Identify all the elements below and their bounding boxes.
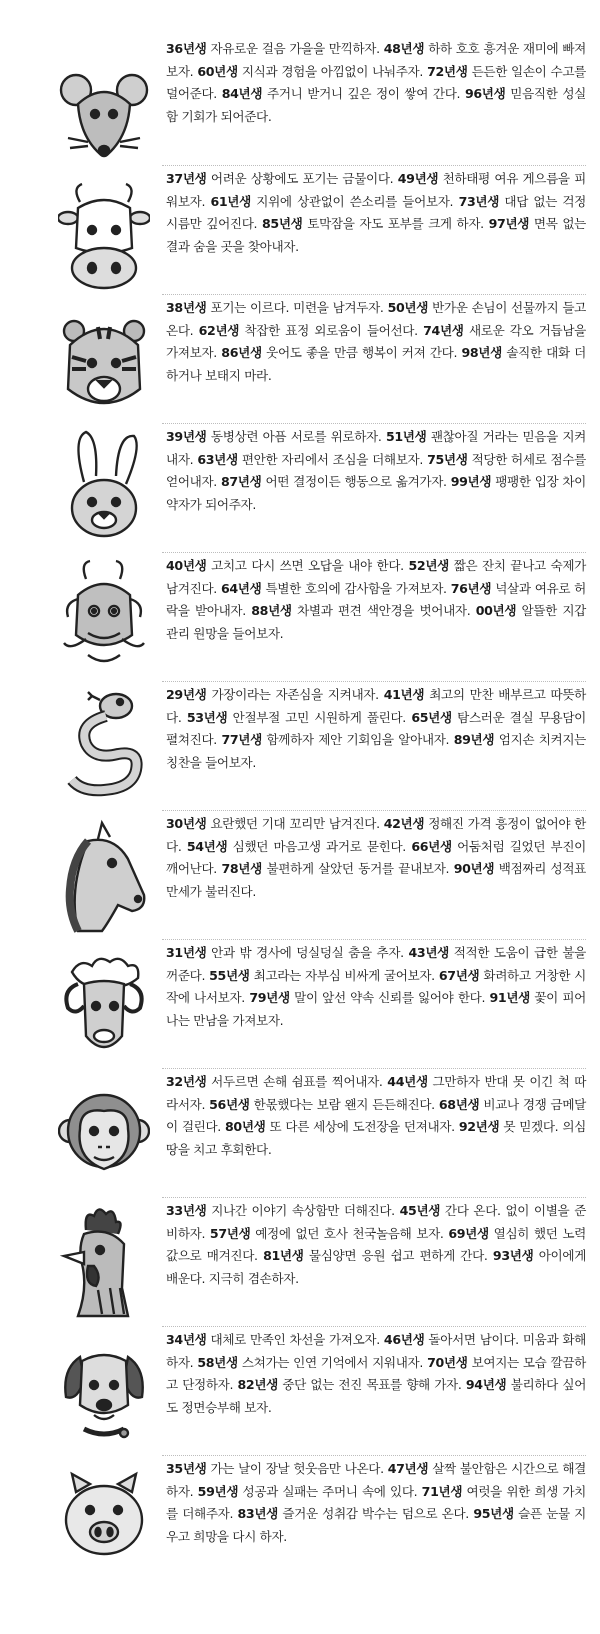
fortune: 정해진 가격 흥정이 없어야 한다. [166,816,586,854]
birth-year: 92년생 [458,1119,500,1135]
birth-year: 49년생 [397,171,439,186]
divider [162,1068,586,1069]
birth-year: 68년생 [438,1096,480,1112]
fortune: 지식과 경험을 아낌없이 나눠주자. [237,63,428,79]
birth-year: 97년생 [488,216,530,232]
birth-year: 52년생 [408,558,449,573]
rat-icon [58,52,150,172]
ox-icon [58,178,150,298]
birth-year: 77년생 [221,732,262,748]
birth-year: 98년생 [461,345,502,361]
birth-year: 80년생 [225,1119,266,1135]
dragon-icon [58,559,150,679]
birth-year: 34년생 [166,1332,207,1347]
fortune: 여럿을 위한 희생 가치를 더해주자. [166,1483,586,1522]
birth-year: 30년생 [166,816,207,831]
birth-year: 78년생 [221,861,262,877]
birth-year: 33년생 [166,1203,207,1218]
birth-year: 86년생 [221,345,262,361]
birth-year: 60년생 [197,63,238,79]
fortune: 특별한 호의에 감사함을 가져보자. [261,580,451,596]
fortune: 스쳐가는 인연 기억에서 지워내자. [237,1354,428,1370]
birth-year: 82년생 [237,1377,278,1393]
fortune-text [166,1071,586,1161]
fortune: 알뜰한 지갑 관리 원망을 들어보자. [166,603,586,641]
birth-year: 89년생 [453,732,495,748]
snake-icon [58,688,150,808]
fortune: 면목 없는 결과 숨을 곳을 찾아내자. [166,216,586,254]
fortune: 성공과 실패는 주머니 속에 있다. [238,1483,422,1499]
fortune: 백점짜리 성적표 만세가 불러진다. [166,861,586,899]
fortune: 대답 없는 걱정 시름만 깊어진다. [166,193,586,232]
fortune: 주거니 받거니 깊은 정이 쌓여 간다. [262,86,465,102]
birth-year: 79년생 [249,990,290,1006]
birth-year: 87년생 [220,474,262,490]
fortune-text [166,1329,586,1419]
birth-year: 47년생 [387,1461,429,1476]
birth-year: 84년생 [221,86,263,102]
birth-year: 54년생 [186,838,228,854]
fortune-text [166,1458,586,1548]
birth-year: 72년생 [427,63,468,79]
divider [162,939,586,940]
divider [162,681,586,682]
birth-year: 65년생 [411,709,452,725]
fortune: 포기는 이르다. 미련을 남겨두자. [206,300,388,315]
birth-year: 55년생 [209,967,250,983]
rooster-icon [58,1204,150,1324]
fortune-text [166,426,586,516]
birth-year: 44년생 [387,1074,428,1089]
sheep-icon [58,950,150,1070]
birth-year: 56년생 [209,1096,250,1112]
birth-year: 51년생 [385,429,427,444]
birth-year: 37년생 [166,171,207,186]
birth-year: 90년생 [453,861,495,877]
fortune: 동병상련 아픔 서로를 위로하자. [206,429,386,444]
birth-year: 63년생 [197,451,238,467]
rabbit-icon [58,428,150,548]
fortune: 불편하게 살았던 동거를 끝내보자. [261,861,454,877]
birth-year: 76년생 [450,580,492,596]
fortune: 중단 없는 전진 목표를 향해 가자. [277,1377,466,1393]
fortune: 예정에 없던 호사 천국놀음해 보자. [250,1225,449,1241]
fortune: 간다 온다. 없이 이별을 준비하자. [166,1203,587,1241]
birth-year: 39년생 [166,429,207,444]
fortune: 돌아서면 남이다. 미움과 화해하자. [166,1332,586,1370]
fortune: 든든한 일손이 수고를 덜어준다. [166,63,586,102]
birth-year: 88년생 [251,603,292,619]
fortune: 팽팽한 입장 차이 약자가 되어주자. [166,474,586,512]
birth-year: 73년생 [458,193,500,209]
fortune: 꽃이 피어나는 만남을 가져보자. [166,990,586,1028]
birth-year: 69년생 [448,1225,489,1241]
divider [162,1455,586,1456]
fortune: 넉살과 여유로 허락을 받아내자. [166,580,586,619]
fortune: 고치고 다시 쓰면 오답을 내야 한다. [206,558,409,573]
divider [162,294,586,295]
fortune: 가는 날이 장날 헛웃음만 나온다. [206,1461,388,1476]
birth-year: 38년생 [166,300,207,315]
birth-year: 93년생 [492,1248,534,1264]
fortune: 서두르면 손해 쉼표를 찍어내자. [206,1074,388,1089]
birth-year: 45년생 [399,1203,441,1218]
fortune: 엄지손 치켜지는 칭찬을 들어보자. [166,732,586,770]
fortune: 살짝 불안함은 시간으로 해결하자. [166,1461,586,1499]
fortune: 안과 밖 경사에 덩실덩실 춤을 추자. [206,945,409,960]
fortune: 반가운 손님이 선물까지 들고 온다. [166,300,586,338]
fortune: 보여지는 모습 깔끔하고 단정하자. [166,1354,586,1393]
fortune: 한몫했다는 보람 왠지 든든해진다. [249,1096,439,1112]
fortune: 즐거운 성취감 박수는 덤으로 온다. [277,1506,474,1522]
birth-year: 31년생 [166,945,207,960]
birth-year: 43년생 [408,945,449,960]
fortune: 짧은 잔치 끝나고 숙제가 남겨진다. [166,558,586,596]
birth-year: 95년생 [473,1506,514,1522]
birth-year: 70년생 [427,1354,468,1370]
birth-year: 99년생 [450,474,492,490]
pig-icon [58,1468,150,1588]
fortune-text [166,1200,586,1290]
horse-icon [58,819,150,939]
fortune-text [166,297,586,387]
fortune: 자유로운 걸음 가을을 만끽하자. [206,41,384,56]
divider [162,1326,586,1327]
fortune: 토막잠을 자도 포부를 크게 하자. [302,216,489,232]
fortune-text [166,38,586,128]
fortune: 적당한 허세로 점수를 얻어내자. [166,451,586,490]
birth-year: 46년생 [383,1332,425,1347]
birth-year: 83년생 [237,1506,278,1522]
fortune: 웃어도 좋을 만큼 행복이 커져 간다. [261,345,462,361]
divider [162,810,586,811]
tiger-icon [58,305,150,425]
fortune: 솔직한 대화 더하거나 보태지 마라. [166,345,586,383]
birth-year: 53년생 [186,709,228,725]
fortune: 지나간 이야기 속상함만 더해진다. [206,1203,400,1218]
fortune: 요란했던 기대 꼬리만 남겨진다. [206,816,384,831]
fortune: 열심히 했던 노력 값으로 매겨진다. [166,1225,586,1264]
fortune: 함께하자 제안 기회임을 알아내자. [261,732,454,748]
fortune: 물심양면 응원 쉽고 편하게 간다. [303,1248,493,1264]
fortune-text [166,813,586,903]
divider [162,552,586,553]
fortune: 새로운 각오 거듭남을 가져보자. [166,322,586,361]
fortune: 하하 호호 흥겨운 재미에 빠져보자. [166,41,586,79]
fortune: 지위에 상관없이 쓴소리를 들어보자. [250,193,459,209]
divider [162,165,586,166]
birth-year: 35년생 [166,1461,207,1476]
fortune: 안절부절 고민 시원하게 풀린다. [227,709,412,725]
birth-year: 58년생 [197,1354,238,1370]
birth-year: 94년생 [465,1377,507,1393]
fortune: 편안한 자리에서 조심을 더해보자. [237,451,428,467]
dog-icon [58,1335,150,1455]
fortune: 차별과 편견 색안경을 벗어내자. [291,603,476,619]
fortune: 심했던 마음고생 과거로 묻힌다. [227,838,412,854]
birth-year: 71년생 [421,1483,463,1499]
fortune: 착잡한 표정 외로움이 들어선다. [239,322,424,338]
fortune: 천하태평 여유 게으름을 피워보자. [166,171,586,209]
birth-year: 96년생 [464,86,506,102]
birth-year: 61년생 [210,193,251,209]
birth-year: 29년생 [166,687,207,702]
fortune: 최고의 만찬 배부르고 따뜻하다. [166,687,586,725]
birth-year: 32년생 [166,1074,207,1089]
birth-year: 40년생 [166,558,207,573]
fortune: 적적한 도움이 급한 불을 꺼준다. [166,945,586,983]
fortune: 또 다른 세상에 도전장을 던져내자. [265,1119,459,1135]
divider [162,1197,586,1198]
fortune: 대체로 만족인 차선을 가져오자. [206,1332,384,1347]
birth-year: 64년생 [220,580,262,596]
fortune: 최고라는 자부심 비싸게 굴어보자. [249,967,439,983]
fortune: 어떤 결정이든 행동으로 옮겨가자. [261,474,451,490]
birth-year: 41년생 [383,687,425,702]
fortune: 괜찮아질 거라는 믿음을 지켜내자. [166,429,586,467]
birth-year: 91년생 [489,990,530,1006]
fortune: 그만하자 반대 못 이긴 척 따라서자. [166,1074,587,1112]
fortune-text [166,555,586,645]
birth-year: 75년생 [427,451,468,467]
birth-year: 67년생 [438,967,480,983]
fortune: 아이에게 배운다. 지극히 겸손하자. [166,1248,587,1286]
fortune: 슬픈 눈물 지우고 희망을 다시 하자. [166,1506,586,1544]
fortune: 어둠처럼 길었던 부진이 깨어난다. [166,838,586,877]
fortune: 탐스러운 결실 무용담이 펼쳐진다. [166,709,586,748]
fortune-text [166,942,586,1032]
divider [162,423,586,424]
birth-year: 74년생 [423,322,464,338]
fortune: 못 믿겠다. 의심 땅을 치고 후회한다. [166,1119,586,1157]
birth-year: 48년생 [383,41,425,56]
birth-year: 00년생 [475,603,517,619]
fortune-text [166,168,586,258]
fortune: 믿음직한 성실함 기회가 되어준다. [166,86,586,124]
birth-year: 50년생 [387,300,429,315]
birth-year: 42년생 [383,816,425,831]
fortune: 말이 앞선 약속 신뢰를 잃어야 한다. [289,990,490,1006]
fortune: 어려운 상황에도 포기는 금물이다. [206,171,398,186]
fortune: 화려하고 거창한 시작에 나서보자. [166,967,586,1006]
fortune: 가장이라는 자존심을 지켜내자. [206,687,384,702]
birth-year: 62년생 [198,322,240,338]
monkey-icon [58,1077,150,1197]
birth-year: 59년생 [197,1483,239,1499]
fortune: 불리하다 싶어도 정면승부해 보자. [166,1377,587,1415]
birth-year: 81년생 [263,1248,304,1264]
birth-year: 85년생 [262,216,303,232]
fortune-text [166,684,586,774]
birth-year: 57년생 [209,1225,251,1241]
birth-year: 66년생 [411,838,452,854]
birth-year: 36년생 [166,41,207,56]
fortune: 비교나 경쟁 금메달이 걸린다. [166,1096,586,1135]
